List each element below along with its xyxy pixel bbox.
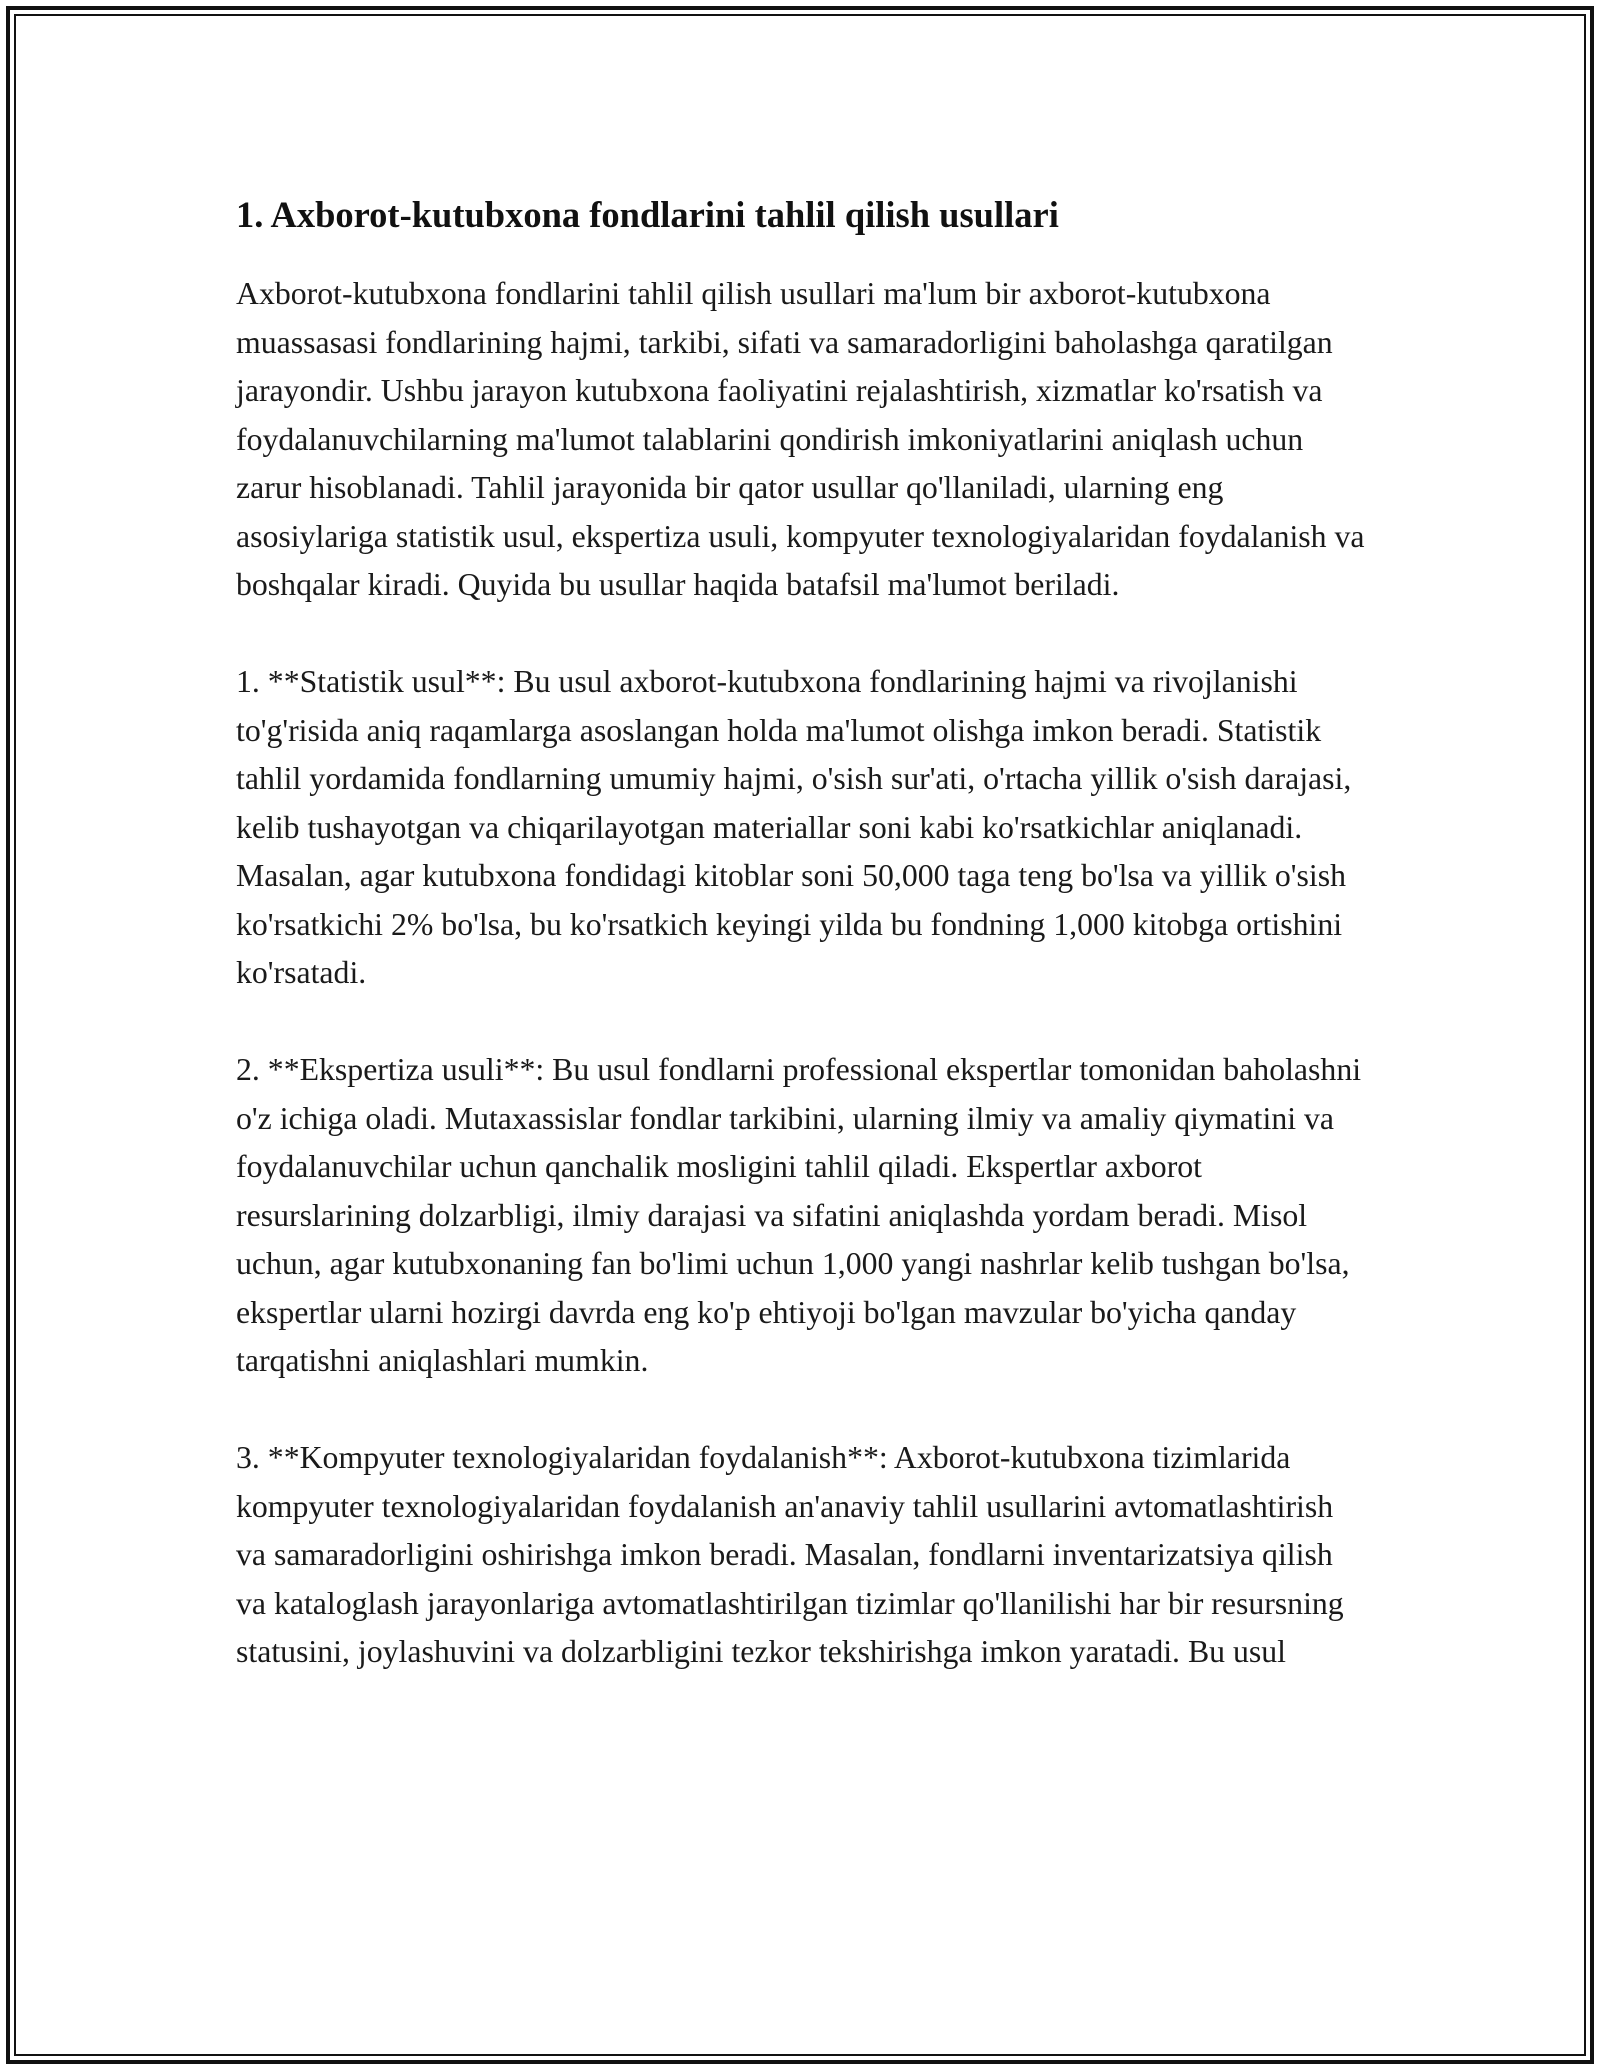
statistical-method-paragraph: 1. **Statistik usul**: Bu usul axborot-kutubxona fondlarining hajmi va rivojlanishi to'g'risida aniq raqamlarga asoslangan holda ma'lumot olishga imkon beradi. Statistik tahlil yordamida fondlarning umumiy hajmi, o'sish sur'ati, o'rtacha yillik o'sish darajasi, kelib tushayotgan va chiqarilayotgan materiallar soni kabi ko'rsatkichlar aniqlanadi. Masalan, agar kutubxona fondidagi kitoblar soni 50,000 taga teng bo'lsa va yillik o'sish ko'rsatkichi 2% bo'lsa, bu ko'rsatkich keyingi yilda bu fondning 1,000 kitobga ortishini ko'rsatadi. — [236, 664, 1352, 990]
computer-technology-paragraph: 3. **Kompyuter texnologiyalaridan foydalanish**: Axborot-kutubxona tizimlarida kompyuter texnologiyalaridan foydalanish an'anaviy tahlil usullarini avtomatlashtirish va samaradorligini oshirishga imkon beradi. Masalan, fondlarni inventarizatsiya qilish va kataloglash jarayonlariga avtomatlashtirilgan tizimlar qo'llanilishi har bir resursning statusini, joylashuvini va dolzarbligini tezkor tekshirishga imkon yaratadi. Bu usul — [236, 1440, 1344, 1669]
expertise-method-paragraph: 2. **Ekspertiza usuli**: Bu usul fondlarni professional ekspertlar tomonidan baholashni o'z ichiga oladi. Mutaxassislar fondlar tarkibini, ularning ilmiy va amaliy qiymatini va foydalanuvchilar uchun qanchalik mosligini tahlil qiladi. Ekspertlar axborot resurslarining dolzarbligi, ilmiy darajasi va sifatini aniqlashda yordam beradi. Misol uchun, agar kutubxonaning fan bo'limi uchun 1,000 yangi nashrlar kelib tushgan bo'lsa, ekspertlar ularni hozirgi davrda eng ko'p ehtiyoji bo'lgan mavzular bo'yicha qanday tarqatishni aniqlashlari mumkin. — [236, 1052, 1362, 1378]
document-body — [236, 186, 1366, 1725]
section-heading: 1. Axborot-kutubxona fondlarini tahlil qilish usullari — [236, 194, 1059, 235]
intro-paragraph: Axborot-kutubxona fondlarini tahlil qilish usullari ma'lum bir axborot-kutubxona muassasasi fondlarining hajmi, tarkibi, sifati va samaradorligini baholashga qaratilgan jarayondir. Ushbu jarayon kutubxona faoliyatini rejalashtirish, xizmatlar ko'rsatish va foydalanuvchilarning ma'lumot talablarini qondirish imkoniyatlarini aniqlash uchun zarur hisoblanadi. Tahlil jarayonida bir qator usullar qo'llaniladi, ularning eng asosiylariga statistik usul, ekspertiza usuli, kompyuter texnologiyalaridan foydalanish va boshqalar kiradi. Quyida bu usullar haqida batafsil ma'lumot beriladi. — [236, 276, 1365, 602]
